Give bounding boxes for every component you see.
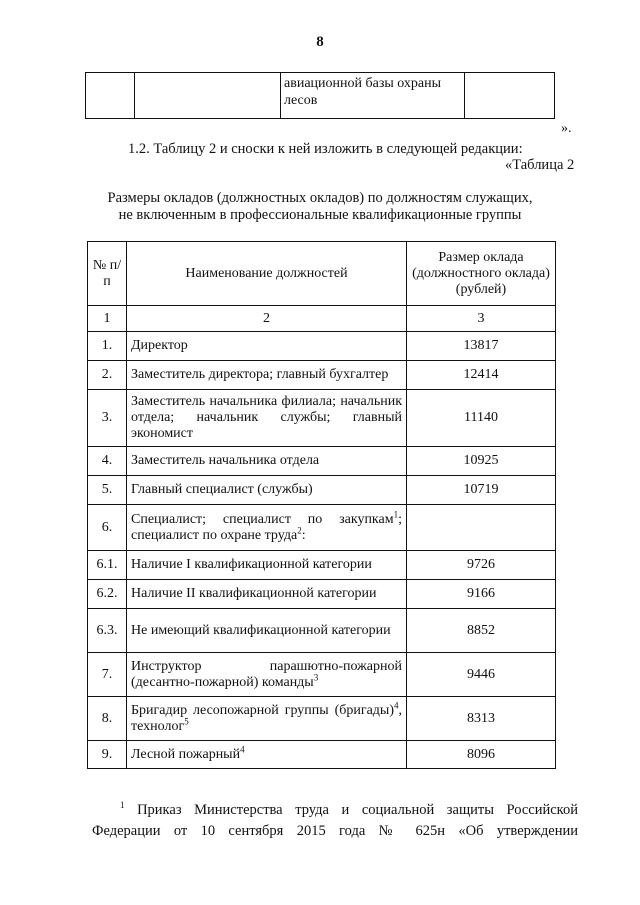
row-num: 3. xyxy=(88,390,127,447)
row-name xyxy=(127,653,407,697)
col-number: 1 xyxy=(88,306,127,332)
row-num: 6.2. xyxy=(88,580,127,609)
row-num: 4. xyxy=(88,447,127,476)
cell-line: лесов xyxy=(284,93,318,108)
row-name: Главный специалист (службы) xyxy=(127,476,407,505)
header-name: Наименование должностей xyxy=(127,242,407,306)
row-name: Не имеющий квалификационной категории xyxy=(127,609,407,653)
name-part: Инструктор парашютно-пожарной (десантно-пожарной) команды xyxy=(131,658,402,690)
table-row xyxy=(88,653,556,697)
row-num: 6. xyxy=(88,505,127,551)
row-value: 8852 xyxy=(407,609,556,653)
row-name: Заместитель директора; главный бухгалтер xyxy=(127,361,407,390)
name-part: ; специалист по охране труда xyxy=(131,511,402,543)
table-row xyxy=(88,580,556,609)
row-name: Наличие I квалификационной категории xyxy=(127,551,407,580)
table-row xyxy=(88,447,556,476)
footnote-mark: 1 xyxy=(393,508,399,519)
name-part: Бригадир лесопожарной группы (бригады) xyxy=(131,702,394,718)
row-num: 7. xyxy=(88,653,127,697)
footnote-mark: 2 xyxy=(297,524,302,535)
salary-table xyxy=(87,241,556,769)
row-value xyxy=(407,505,556,551)
closing-quote: ». xyxy=(561,121,572,136)
footnote-line xyxy=(92,800,578,821)
row-name xyxy=(127,741,407,769)
intro-paragraph: 1.2. Таблицу 2 и сноски к ней изложить в следующей редакции: xyxy=(128,141,523,157)
row-num: 8. xyxy=(88,697,127,741)
row-value: 9726 xyxy=(407,551,556,580)
row-num: 2. xyxy=(88,361,127,390)
table-row xyxy=(88,332,556,361)
row-value: 13817 xyxy=(407,332,556,361)
caption-line: не включенным в профессиональные квалификационные группы xyxy=(118,207,522,223)
row-name: Заместитель начальника отдела xyxy=(127,447,407,476)
table-row xyxy=(88,609,556,653)
row-name: Директор xyxy=(127,332,407,361)
row-num: 5. xyxy=(88,476,127,505)
row-num: 9. xyxy=(88,741,127,769)
table-row xyxy=(88,697,556,741)
col-number: 3 xyxy=(407,306,556,332)
header-value: Размер оклада (должностного оклада) (рублей) xyxy=(407,242,556,306)
name-part: , технолог xyxy=(131,702,402,734)
continued-table-fragment xyxy=(85,72,555,119)
row-value: 9166 xyxy=(407,580,556,609)
table-cell-text xyxy=(281,73,465,119)
caption-line: Размеры окладов (должностных окладов) по должностям служащих, xyxy=(107,190,533,206)
row-value: 8096 xyxy=(407,741,556,769)
footnote xyxy=(92,800,578,842)
table-row xyxy=(88,390,556,447)
row-num: 1. xyxy=(88,332,127,361)
name-part: Специалист; специалист по закупкам xyxy=(131,511,394,527)
row-name xyxy=(127,505,407,551)
table-row xyxy=(88,741,556,769)
name-part: : xyxy=(301,527,306,543)
row-value: 10719 xyxy=(407,476,556,505)
footnote-mark: 3 xyxy=(313,671,319,682)
row-value: 11140 xyxy=(407,390,556,447)
table-reference: «Таблица 2 xyxy=(505,157,575,173)
footnote-mark: 4 xyxy=(394,699,399,710)
table-row xyxy=(88,505,556,551)
footnote-mark: 1 xyxy=(120,800,125,811)
empty-cell xyxy=(135,73,281,119)
row-name: Заместитель начальника филиала; начальник отдела; начальник службы; главный экономист xyxy=(127,390,407,447)
row-value: 8313 xyxy=(407,697,556,741)
table-row xyxy=(88,361,556,390)
page-number: 8 xyxy=(316,34,324,50)
header-num: № п/п xyxy=(88,242,127,306)
row-name xyxy=(127,697,407,741)
row-value: 12414 xyxy=(407,361,556,390)
footnote-mark: 5 xyxy=(184,715,189,726)
row-name: Наличие II квалификационной категории xyxy=(127,580,407,609)
name-part: Лесной пожарный xyxy=(131,746,241,762)
footnote-text: Приказ Министерства труда и социальной защиты Российской xyxy=(124,802,578,818)
row-num: 6.3. xyxy=(88,609,127,653)
table-row xyxy=(88,551,556,580)
row-value: 10925 xyxy=(407,447,556,476)
row-value: 9446 xyxy=(407,653,556,697)
footnote-mark: 4 xyxy=(240,743,245,754)
empty-cell xyxy=(86,73,135,119)
empty-cell xyxy=(465,73,555,119)
cell-line: авиационной базы охраны xyxy=(284,76,442,91)
table-row xyxy=(88,476,556,505)
row-num: 6.1. xyxy=(88,551,127,580)
footnote-line: Федерации от 10 сентября 2015 года № 625н «Об утверждении xyxy=(92,823,578,839)
table-caption xyxy=(0,190,640,224)
col-number: 2 xyxy=(127,306,407,332)
